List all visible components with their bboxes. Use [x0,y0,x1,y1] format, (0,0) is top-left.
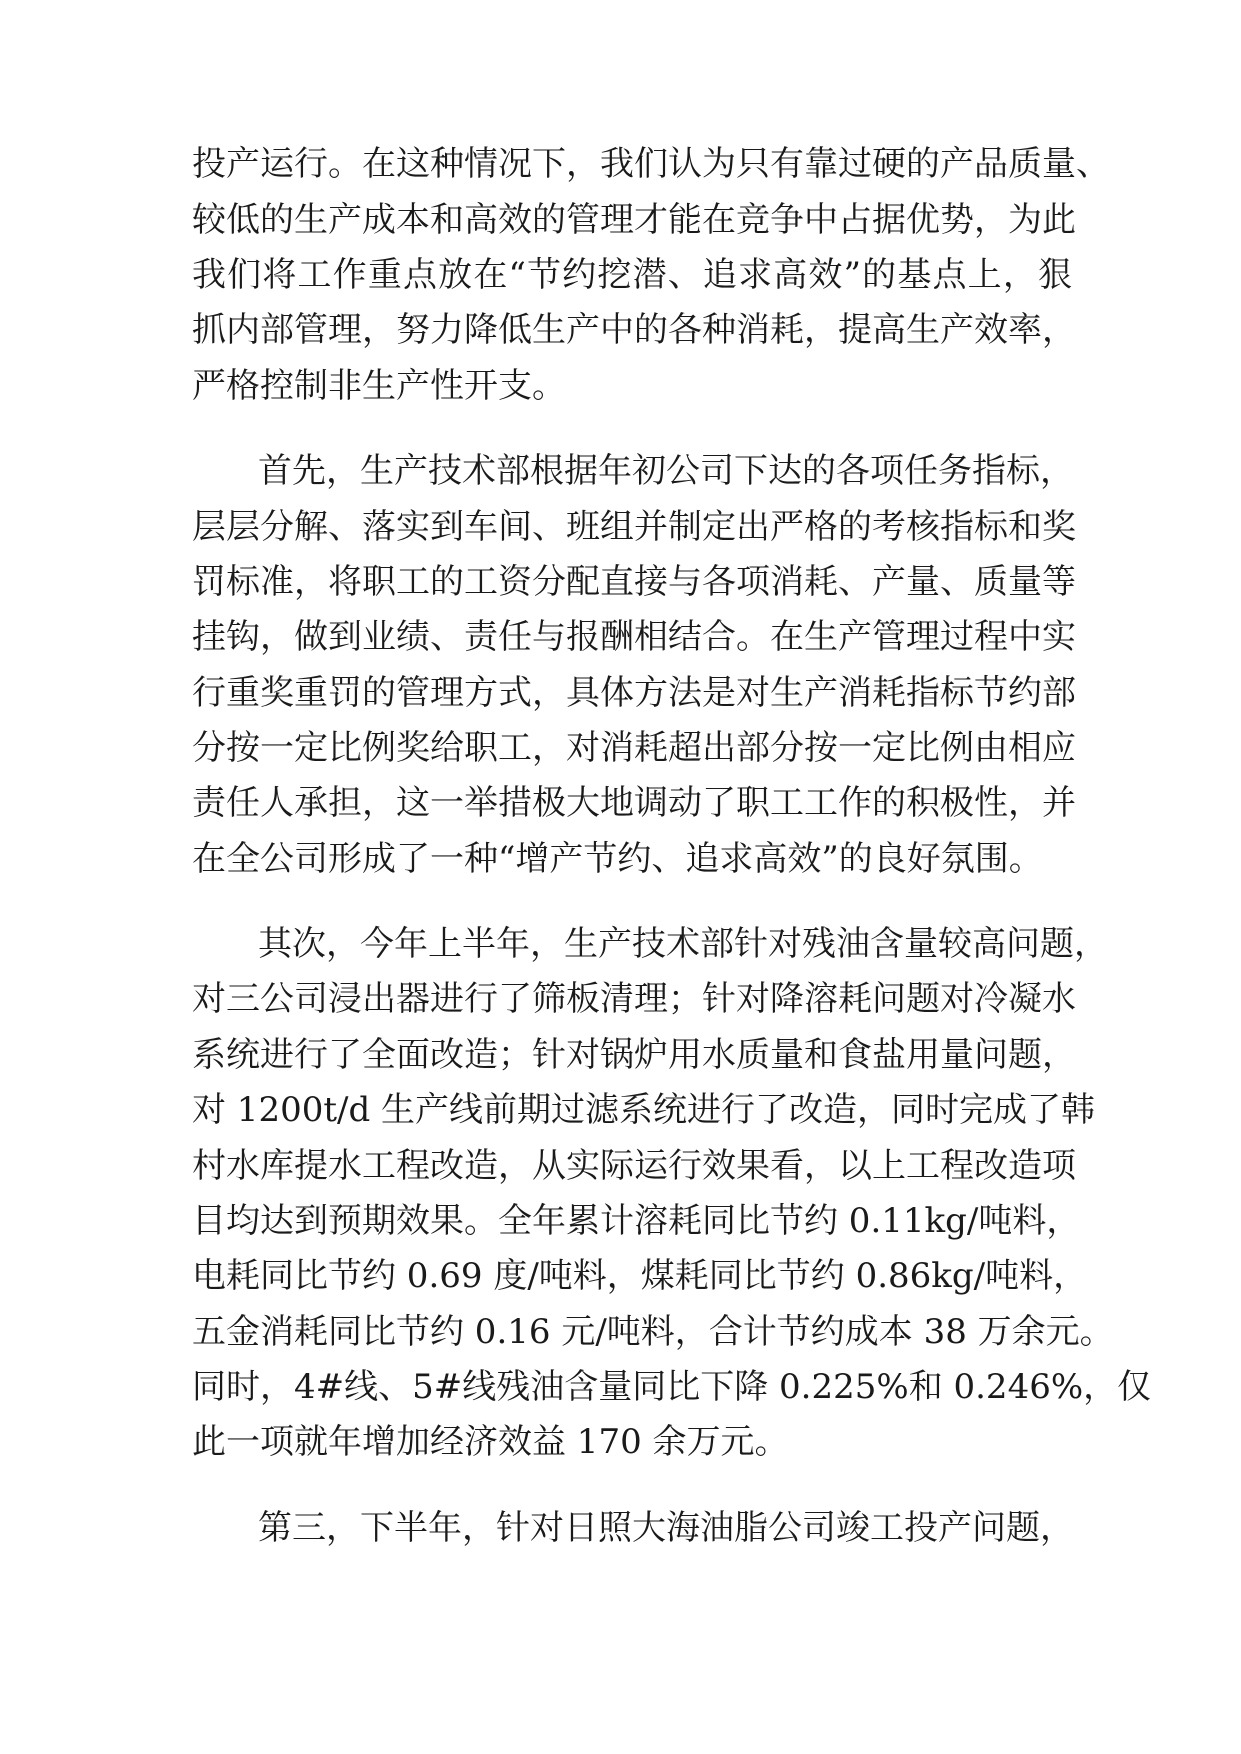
text-line: 行重奖重罚的管理方式，具体方法是对生产消耗指标节约部 [192,673,1076,713]
text-line: 电耗同比节约 0.69 度/吨料，煤耗同比节约 0.86kg/吨料， [192,1256,1088,1296]
text-line: 挂钩，做到业绩、责任与报酬相结合。在生产管理过程中实 [192,617,1076,657]
paragraph-first-line: 其次，今年上半年，生产技术部针对残油含量较高问题， [258,924,1108,964]
text-line: 系统进行了全面改造；针对锅炉用水质量和食盐用量问题， [192,1035,1076,1075]
text-line: 目均达到预期效果。全年累计溶耗同比节约 0.11kg/吨料， [192,1201,1081,1241]
text-line: 五金消耗同比节约 0.16 元/吨料，合计节约成本 38 万余元。 [192,1312,1114,1352]
text-line: 层层分解、落实到车间、班组并制定出严格的考核指标和奖 [192,507,1076,547]
paragraph-first-line: 第三，下半年，针对日照大海油脂公司竣工投产问题， [258,1508,1074,1548]
text-line: 我们将工作重点放在“节约挖潜、追求高效”的基点上，狠 [192,255,1072,295]
text-line: 在全公司形成了一种“增产节约、追求高效”的良好氛围。 [192,839,1043,879]
text-line: 对 1200t/d 生产线前期过滤系统进行了改造，同时完成了韩 [192,1090,1096,1130]
text-line: 对三公司浸出器进行了筛板清理；针对降溶耗问题对冷凝水 [192,979,1076,1019]
text-line: 罚标准，将职工的工资分配直接与各项消耗、产量、质量等 [192,562,1076,602]
text-line: 抓内部管理，努力降低生产中的各种消耗，提高生产效率， [192,310,1076,350]
paragraph-first-line: 首先，生产技术部根据年初公司下达的各项任务指标， [258,451,1074,491]
text-line: 村水库提水工程改造，从实际运行效果看，以上工程改造项 [192,1146,1076,1186]
text-line: 此一项就年增加经济效益 170 余万元。 [192,1422,789,1462]
text-line: 投产运行。在这种情况下，我们认为只有靠过硬的产品质量、 [192,144,1110,184]
text-line: 分按一定比例奖给职工，对消耗超出部分按一定比例由相应 [192,728,1076,768]
text-line: 较低的生产成本和高效的管理才能在竞争中占据优势，为此 [192,200,1076,240]
text-line: 严格控制非生产性开支。 [192,366,566,406]
text-line: 责任人承担，这一举措极大地调动了职工工作的积极性，并 [192,783,1076,823]
text-line: 同时，4#线、5#线残油含量同比下降 0.225%和 0.246%，仅 [192,1367,1152,1407]
